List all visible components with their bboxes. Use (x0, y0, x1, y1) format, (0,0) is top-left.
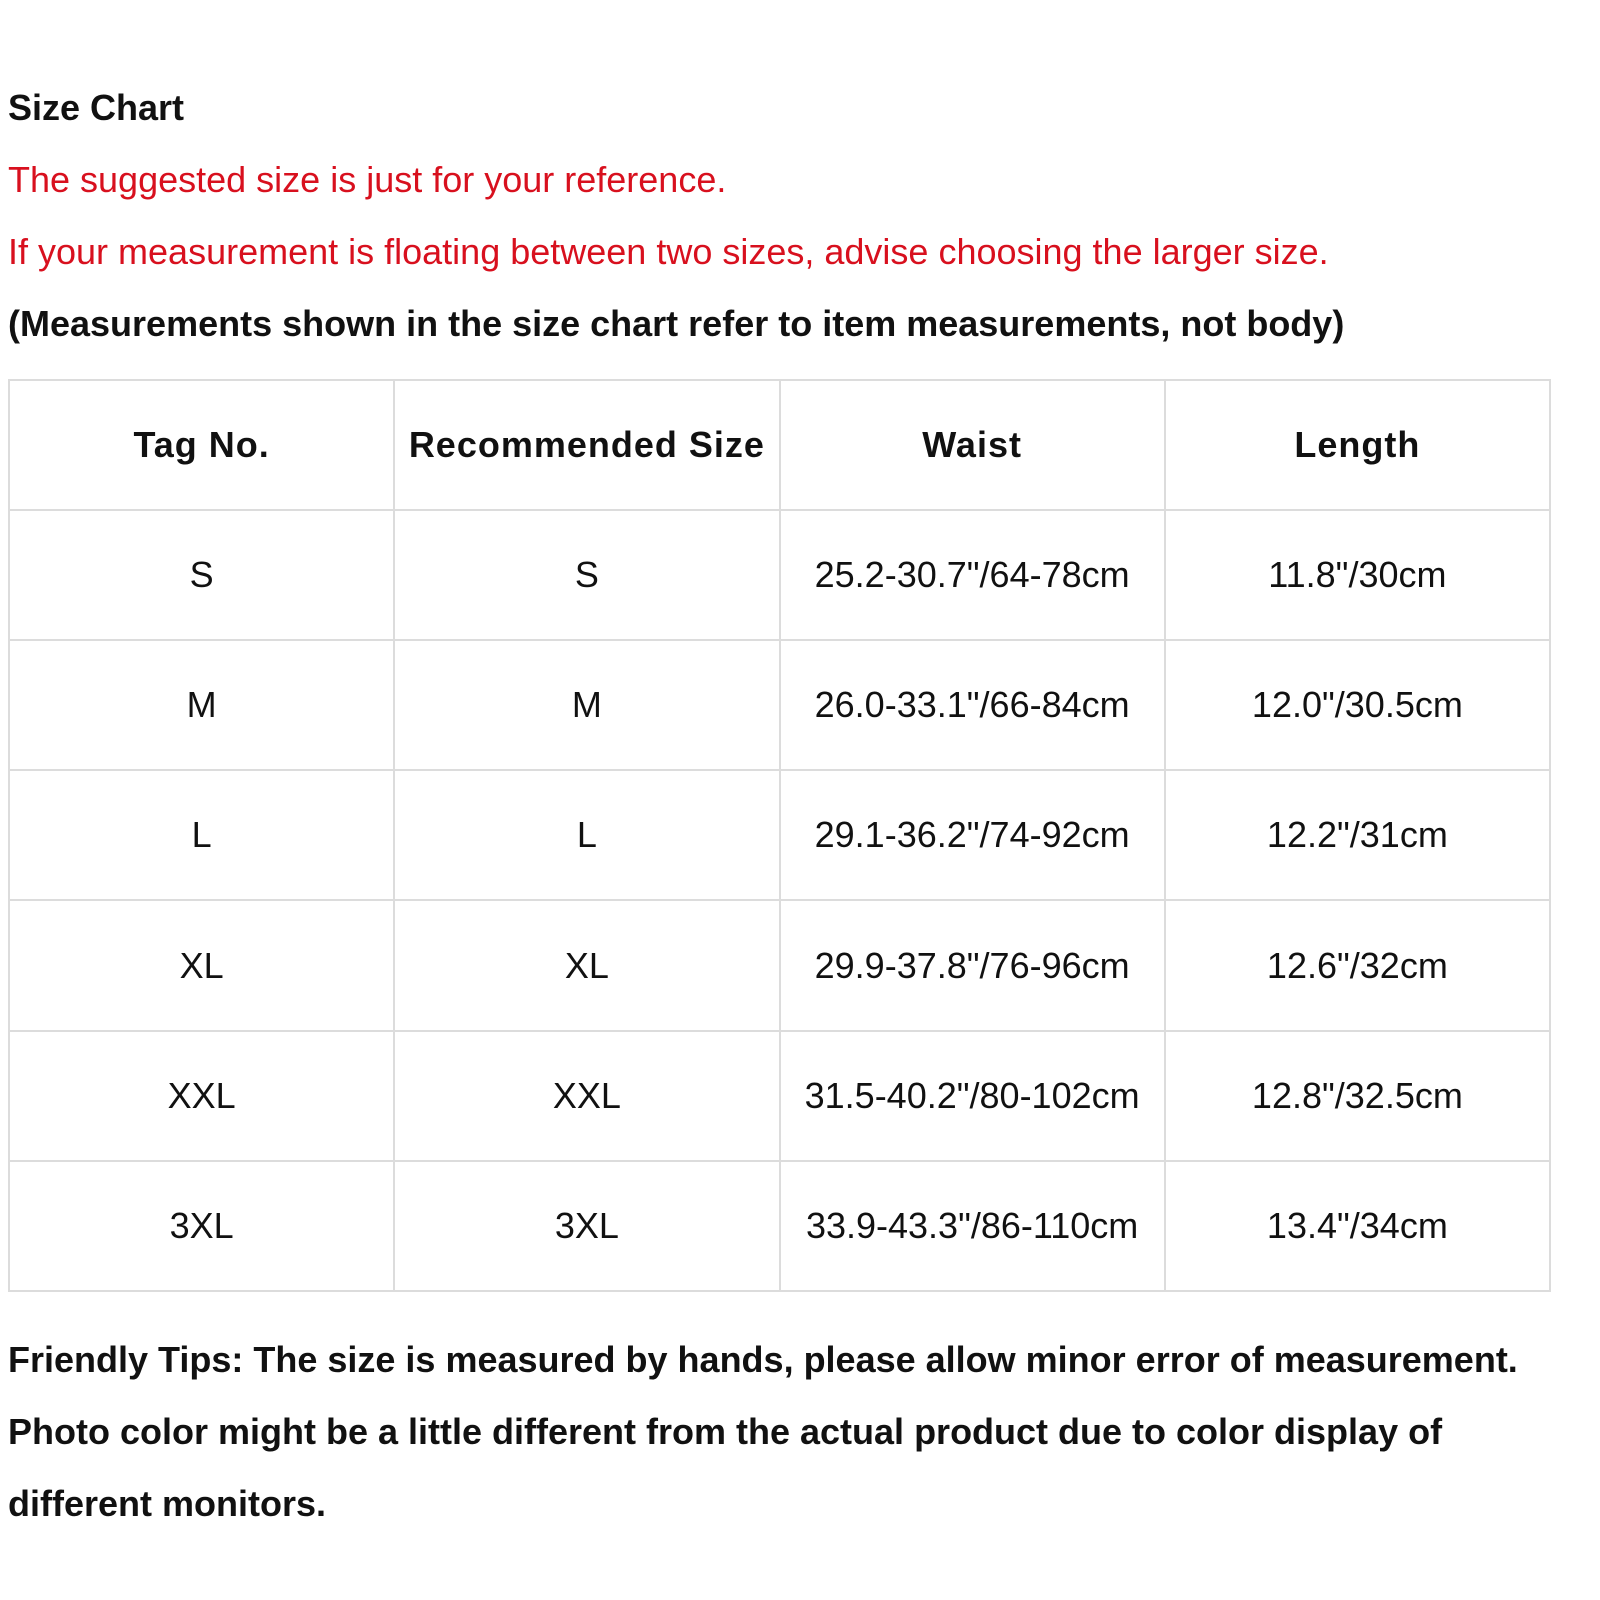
cell-waist: 25.2-30.7"/64-78cm (780, 510, 1165, 640)
cell-recommended-size: L (394, 770, 779, 900)
table-row (9, 900, 1550, 1030)
cell-recommended-size: XXL (394, 1031, 779, 1161)
table-row (9, 1031, 1550, 1161)
color-disclaimer: Photo color might be a little different from the actual product due to color display of (8, 1411, 1443, 1452)
cell-length: 13.4"/34cm (1165, 1161, 1550, 1291)
table-row (9, 770, 1550, 900)
cell-waist: 26.0-33.1"/66-84cm (780, 640, 1165, 770)
page-title: Size Chart (8, 87, 185, 128)
size-advice-note: If your measurement is floating between two sizes, advise choosing the larger size. (8, 231, 1329, 272)
table-row (9, 640, 1550, 770)
cell-waist: 31.5-40.2"/80-102cm (780, 1031, 1165, 1161)
header-length: Length (1165, 380, 1550, 510)
table-row (9, 510, 1550, 640)
cell-recommended-size: XL (394, 900, 779, 1030)
cell-length: 12.0"/30.5cm (1165, 640, 1550, 770)
table-header-row (9, 380, 1550, 510)
header-recommended-size: Recommended Size (394, 380, 779, 510)
cell-tag-no: S (9, 510, 394, 640)
cell-tag-no: M (9, 640, 394, 770)
measurement-note: (Measurements shown in the size chart refer to item measurements, not body) (8, 303, 1345, 344)
header-tag-no: Tag No. (9, 380, 394, 510)
cell-tag-no: 3XL (9, 1161, 394, 1291)
cell-recommended-size: M (394, 640, 779, 770)
color-disclaimer-continued: different monitors. (8, 1483, 327, 1524)
cell-tag-no: XXL (9, 1031, 394, 1161)
cell-recommended-size: 3XL (394, 1161, 779, 1291)
cell-tag-no: XL (9, 900, 394, 1030)
cell-tag-no: L (9, 770, 394, 900)
header-waist: Waist (780, 380, 1165, 510)
table-row (9, 1161, 1550, 1291)
cell-waist: 29.9-37.8"/76-96cm (780, 900, 1165, 1030)
cell-recommended-size: S (394, 510, 779, 640)
cell-waist: 33.9-43.3"/86-110cm (780, 1161, 1165, 1291)
cell-length: 11.8"/30cm (1165, 510, 1550, 640)
cell-waist: 29.1-36.2"/74-92cm (780, 770, 1165, 900)
reference-note: The suggested size is just for your reference. (8, 159, 727, 200)
friendly-tips: Friendly Tips: The size is measured by hands, please allow minor error of measurement. (8, 1339, 1518, 1380)
cell-length: 12.8"/32.5cm (1165, 1031, 1550, 1161)
cell-length: 12.2"/31cm (1165, 770, 1550, 900)
cell-length: 12.6"/32cm (1165, 900, 1550, 1030)
size-table (8, 379, 1551, 1292)
